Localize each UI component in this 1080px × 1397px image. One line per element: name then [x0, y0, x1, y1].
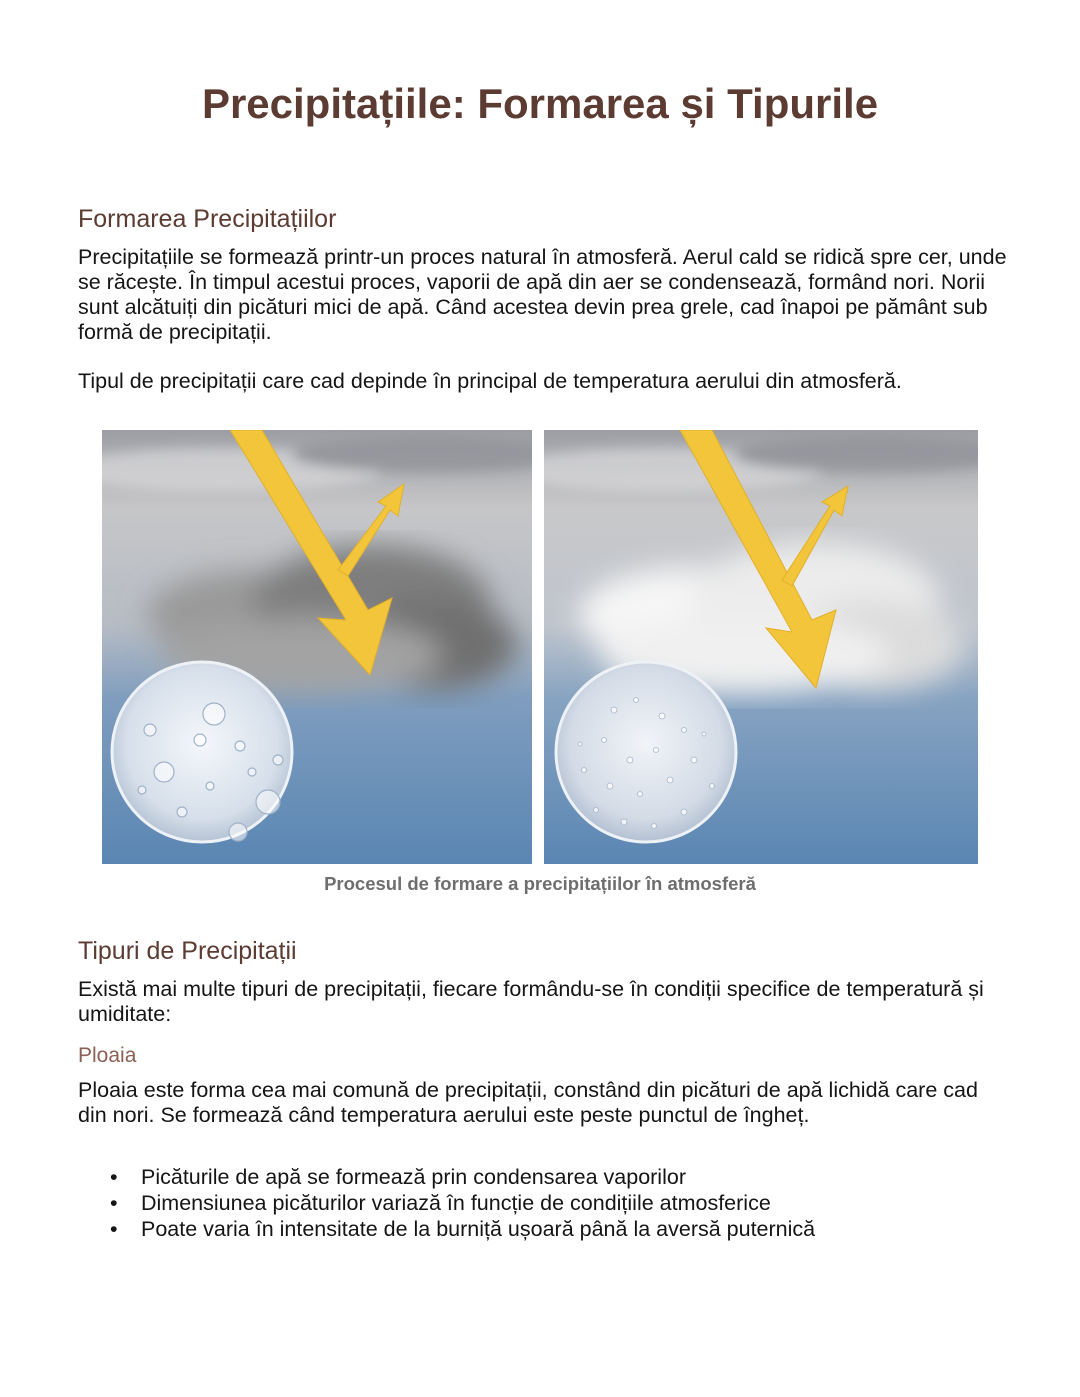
illustration-left-panel: [102, 430, 532, 864]
illustration-right-panel: [544, 430, 978, 864]
rain-paragraph: Ploaia este forma cea mai comună de precipitații, constând din picături de apă lichidă care cad din nori. Se formează când temperatura aerului este peste punctul de îngheț.: [78, 1078, 978, 1127]
precipitation-diagram-left: [102, 430, 532, 864]
formation-paragraph-1: Precipitațiile se formează printr-un proces natural în atmosferă. Aerul cald se ridică spre cer, unde se răcește. În timpul acestui proces, vaporii de apă din aer se condensează, formând nori. Norii sunt alcătuiți din picături mici de apă. Când acestea devin prea grele, cad înapoi pe pământ sub formă de precipitații.: [78, 245, 1007, 344]
list-item: • Dimensiunea picăturilor variază în funcție de condițiile atmosferice: [78, 1190, 1018, 1216]
page-title: Precipitațiile: Formarea și Tipurile: [201, 80, 879, 127]
formation-paragraph-2: Tipul de precipitații care cad depinde în principal de temperatura aerului din atmosferă.: [78, 369, 902, 393]
precipitation-diagram-right: [544, 430, 978, 864]
section-heading-formation: Formarea Precipitațiilor: [78, 205, 337, 233]
types-intro-paragraph: Există mai multe tipuri de precipitații, fiecare formându-se în condiții specifice de temperatură și umiditate:: [78, 977, 984, 1026]
ice-crystal-magnifier-icon: [556, 662, 736, 842]
subsection-heading-rain: Ploaia: [78, 1044, 137, 1067]
list-item: • Picăturile de apă se formează prin condensarea vaporilor: [78, 1164, 1018, 1190]
figure-caption: Procesul de formare a precipitațiilor în atmosferă: [324, 873, 756, 894]
raindrop-magnifier-icon: [112, 662, 292, 842]
section-heading-types: Tipuri de Precipitații: [78, 937, 297, 965]
rain-bullet-list: [78, 1164, 1018, 1242]
list-item: • Poate varia în intensitate de la burniță ușoară până la aversă puternică: [78, 1216, 1018, 1242]
